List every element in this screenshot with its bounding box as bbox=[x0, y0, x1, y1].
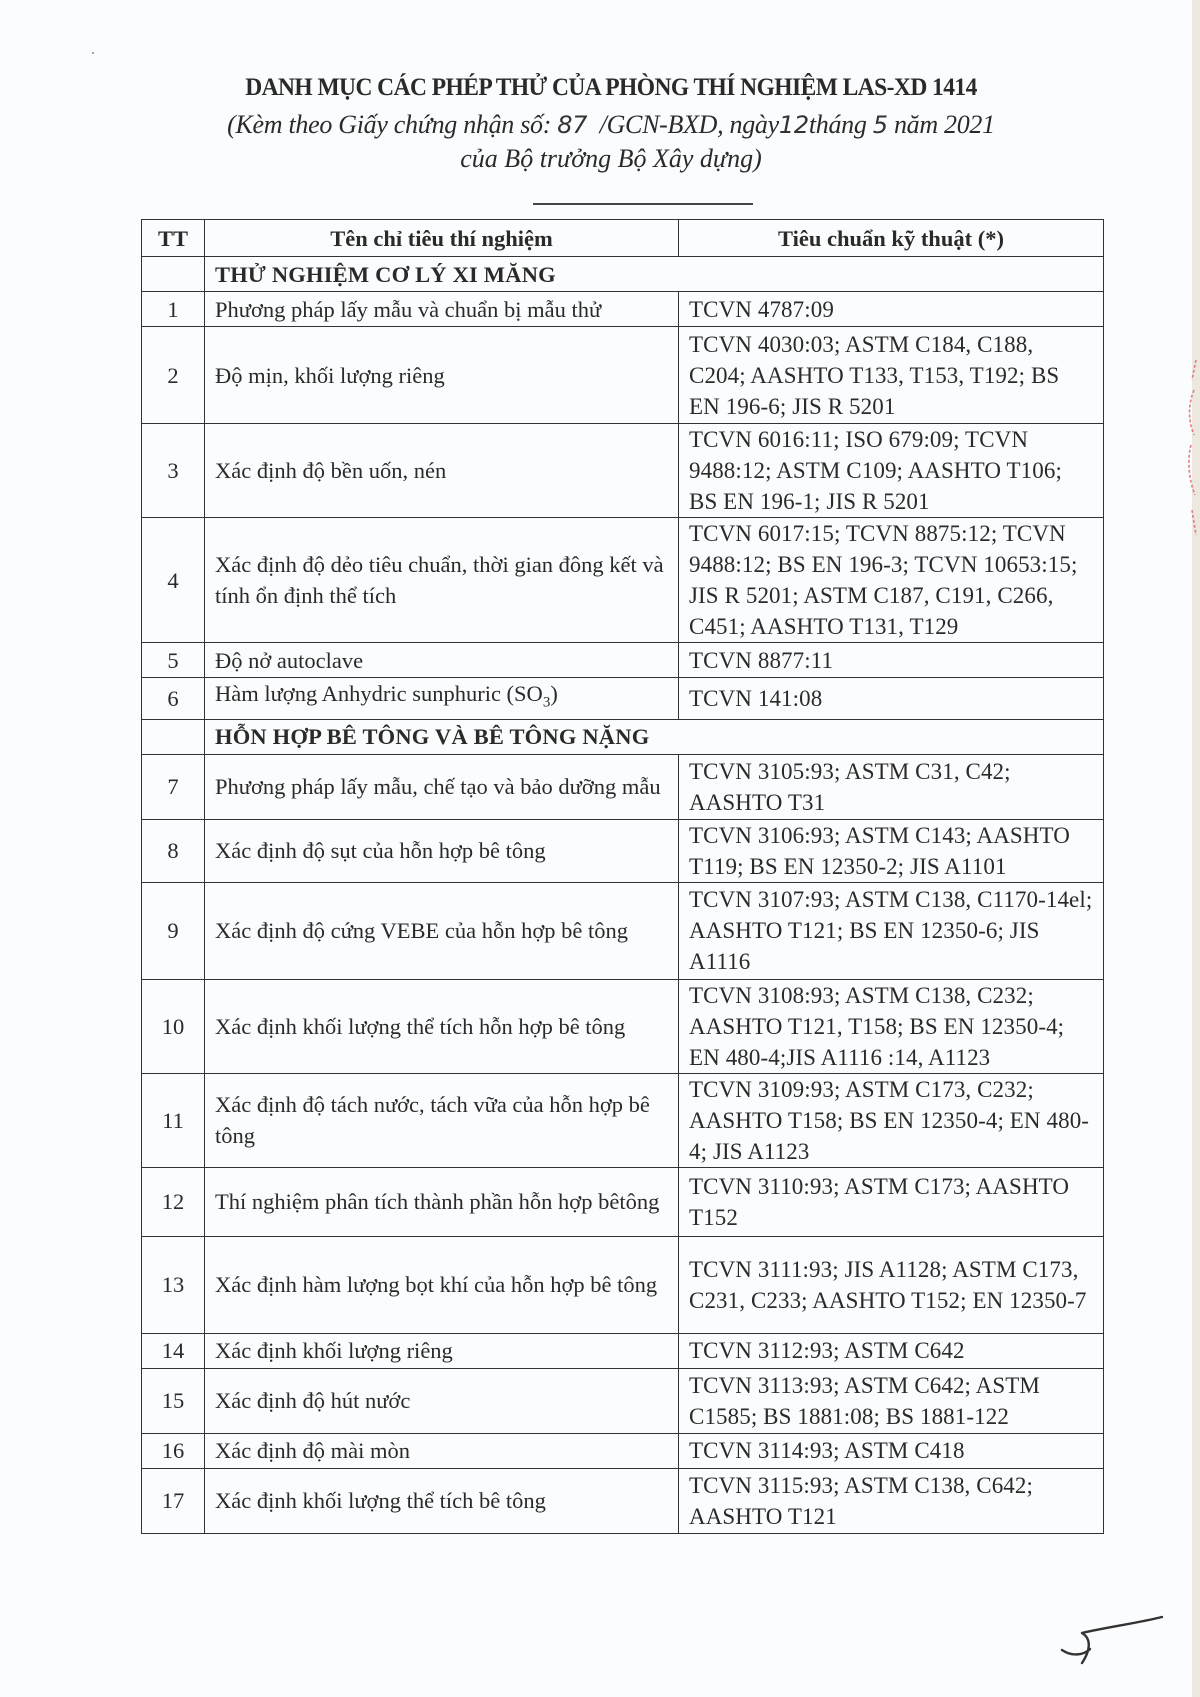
row-number: 5 bbox=[142, 643, 205, 678]
table-row bbox=[142, 1167, 1104, 1236]
test-name: Xác định độ cứng VEBE của hỗn hợp bê tông bbox=[205, 882, 679, 979]
row-number: 7 bbox=[142, 754, 205, 819]
technical-standard: TCVN 3112:93; ASTM C642 bbox=[679, 1333, 1104, 1368]
technical-standard: TCVN 6016:11; ISO 679:09; TCVN 9488:12; ASTM C109; AASHTO T106; BS EN 196-1; JIS R 5201 bbox=[679, 424, 1104, 518]
row-number: 9 bbox=[142, 882, 205, 979]
row-number: 17 bbox=[142, 1468, 205, 1533]
table-row bbox=[142, 518, 1104, 643]
test-name: Xác định độ hút nước bbox=[205, 1368, 679, 1433]
technical-standard: TCVN 3110:93; ASTM C173; AASHTO T152 bbox=[679, 1167, 1104, 1236]
technical-standard: TCVN 3105:93; ASTM C31, C42; AASHTO T31 bbox=[679, 754, 1104, 819]
test-name: Xác định khối lượng thể tích bê tông bbox=[205, 1468, 679, 1533]
section-title: THỬ NGHIỆM CƠ LÝ XI MĂNG bbox=[205, 257, 1104, 292]
technical-standard: TCVN 3109:93; ASTM C173, C232; AASHTO T158; BS EN 12350-4; EN 480-4; JIS A1123 bbox=[679, 1073, 1104, 1167]
scan-edge bbox=[1192, 0, 1200, 1697]
technical-standard: TCVN 4787:09 bbox=[679, 292, 1104, 327]
table-row bbox=[142, 882, 1104, 979]
table-row bbox=[142, 327, 1104, 424]
section-row bbox=[142, 719, 1104, 754]
row-number: 1 bbox=[142, 292, 205, 327]
row-number: 11 bbox=[142, 1073, 205, 1167]
scan-speck bbox=[92, 52, 94, 54]
table-row bbox=[142, 819, 1104, 882]
certificate-month: 5 bbox=[872, 111, 888, 139]
section-row bbox=[142, 257, 1104, 292]
test-name: Xác định độ dẻo tiêu chuẩn, thời gian đông kết và tính ổn định thể tích bbox=[205, 518, 679, 643]
technical-standard: TCVN 3108:93; ASTM C138, C232; AASHTO T121, T158; BS EN 12350-4; EN 480-4;JIS A1116 :14, A1123 bbox=[679, 979, 1104, 1073]
subtitle-part3: tháng bbox=[808, 110, 867, 139]
document-subtitle-line2: của Bộ trưởng Bộ Xây dựng) bbox=[460, 144, 762, 173]
row-number: 4 bbox=[142, 518, 205, 643]
certificate-day: 12 bbox=[778, 111, 809, 139]
row-number: 16 bbox=[142, 1433, 205, 1468]
technical-standard: TCVN 6017:15; TCVN 8875:12; TCVN 9488:12; BS EN 196-3; TCVN 10653:15; JIS R 5201; ASTM C187, C191, C266, C451; AASHTO T131, T129 bbox=[679, 518, 1104, 643]
test-name-subscript: 3 bbox=[542, 694, 551, 711]
technical-standard: TCVN 8877:11 bbox=[679, 643, 1104, 678]
title-underline bbox=[533, 203, 753, 205]
test-name-prefix: Hàm lượng Anhydric sunphuric (SO bbox=[215, 681, 543, 706]
document-subtitle bbox=[22, 110, 1200, 140]
test-name: Xác định độ tách nước, tách vữa của hỗn hợp bê tông bbox=[205, 1073, 679, 1167]
stamp-edge bbox=[1186, 360, 1200, 550]
table-row bbox=[142, 979, 1104, 1073]
subtitle-part1: (Kèm theo Giấy chứng nhận số: bbox=[227, 110, 552, 139]
test-name: Phương pháp lấy mẫu và chuẩn bị mẫu thử bbox=[205, 292, 679, 327]
tests-table bbox=[141, 219, 1104, 1534]
test-name: Xác định độ mài mòn bbox=[205, 1433, 679, 1468]
row-number: 10 bbox=[142, 979, 205, 1073]
test-name bbox=[205, 678, 679, 720]
header-test-name: Tên chỉ tiêu thí nghiệm bbox=[205, 220, 679, 257]
header-tt: TT bbox=[142, 220, 205, 257]
table-row bbox=[142, 292, 1104, 327]
certificate-number: 87 bbox=[557, 111, 588, 139]
table-row bbox=[142, 424, 1104, 518]
technical-standard: TCVN 3107:93; ASTM C138, C1170-14el; AASHTO T121; BS EN 12350-6; JIS A1116 bbox=[679, 882, 1104, 979]
table-row bbox=[142, 678, 1104, 720]
table-row bbox=[142, 1468, 1104, 1533]
table-row bbox=[142, 1333, 1104, 1368]
table-row bbox=[142, 1368, 1104, 1433]
test-name: Thí nghiệm phân tích thành phần hỗn hợp bêtông bbox=[205, 1167, 679, 1236]
technical-standard: TCVN 3106:93; ASTM C143; AASHTO T119; BS EN 12350-2; JIS A1101 bbox=[679, 819, 1104, 882]
handwritten-initials bbox=[1058, 1615, 1178, 1675]
row-number: 12 bbox=[142, 1167, 205, 1236]
test-name: Xác định hàm lượng bọt khí của hỗn hợp bê tông bbox=[205, 1236, 679, 1333]
technical-standard: TCVN 3111:93; JIS A1128; ASTM C173, C231, C233; AASHTO T152; EN 12350-7 bbox=[679, 1236, 1104, 1333]
technical-standard: TCVN 3115:93; ASTM C138, C642; AASHTO T121 bbox=[679, 1468, 1104, 1533]
test-name: Phương pháp lấy mẫu, chế tạo và bảo dưỡng mẫu bbox=[205, 754, 679, 819]
technical-standard: TCVN 3114:93; ASTM C418 bbox=[679, 1433, 1104, 1468]
technical-standard: TCVN 3113:93; ASTM C642; ASTM C1585; BS 1881:08; BS 1881-122 bbox=[679, 1368, 1104, 1433]
test-name: Độ mịn, khối lượng riêng bbox=[205, 327, 679, 424]
document-header bbox=[0, 74, 1200, 174]
test-name: Xác định khối lượng riêng bbox=[205, 1333, 679, 1368]
table-header-row bbox=[142, 220, 1104, 257]
subtitle-part4: năm 2021 bbox=[893, 110, 995, 139]
section-tt-empty bbox=[142, 257, 205, 292]
header-standard: Tiêu chuẩn kỹ thuật (*) bbox=[679, 220, 1104, 257]
table-row bbox=[142, 643, 1104, 678]
row-number: 2 bbox=[142, 327, 205, 424]
test-name-suffix: ) bbox=[550, 681, 558, 706]
test-name: Xác định độ sụt của hỗn hợp bê tông bbox=[205, 819, 679, 882]
row-number: 3 bbox=[142, 424, 205, 518]
test-name: Xác định khối lượng thể tích hỗn hợp bê tông bbox=[205, 979, 679, 1073]
technical-standard: TCVN 141:08 bbox=[679, 678, 1104, 720]
table-row bbox=[142, 1433, 1104, 1468]
document-title: DANH MỤC CÁC PHÉP THỬ CỦA PHÒNG THÍ NGHIỆM LAS-XD 1414 bbox=[245, 74, 977, 101]
table-row bbox=[142, 754, 1104, 819]
table-row bbox=[142, 1073, 1104, 1167]
row-number: 8 bbox=[142, 819, 205, 882]
table-row bbox=[142, 1236, 1104, 1333]
row-number: 13 bbox=[142, 1236, 205, 1333]
row-number: 14 bbox=[142, 1333, 205, 1368]
subtitle-part2: /GCN-BXD, ngày bbox=[599, 110, 779, 139]
test-name: Xác định độ bền uốn, nén bbox=[205, 424, 679, 518]
row-number: 15 bbox=[142, 1368, 205, 1433]
row-number: 6 bbox=[142, 678, 205, 720]
test-name: Độ nở autoclave bbox=[205, 643, 679, 678]
section-tt-empty bbox=[142, 719, 205, 754]
section-title: HỖN HỢP BÊ TÔNG VÀ BÊ TÔNG NẶNG bbox=[205, 719, 1104, 754]
technical-standard: TCVN 4030:03; ASTM C184, C188, C204; AASHTO T133, T153, T192; BS EN 196-6; JIS R 5201 bbox=[679, 327, 1104, 424]
